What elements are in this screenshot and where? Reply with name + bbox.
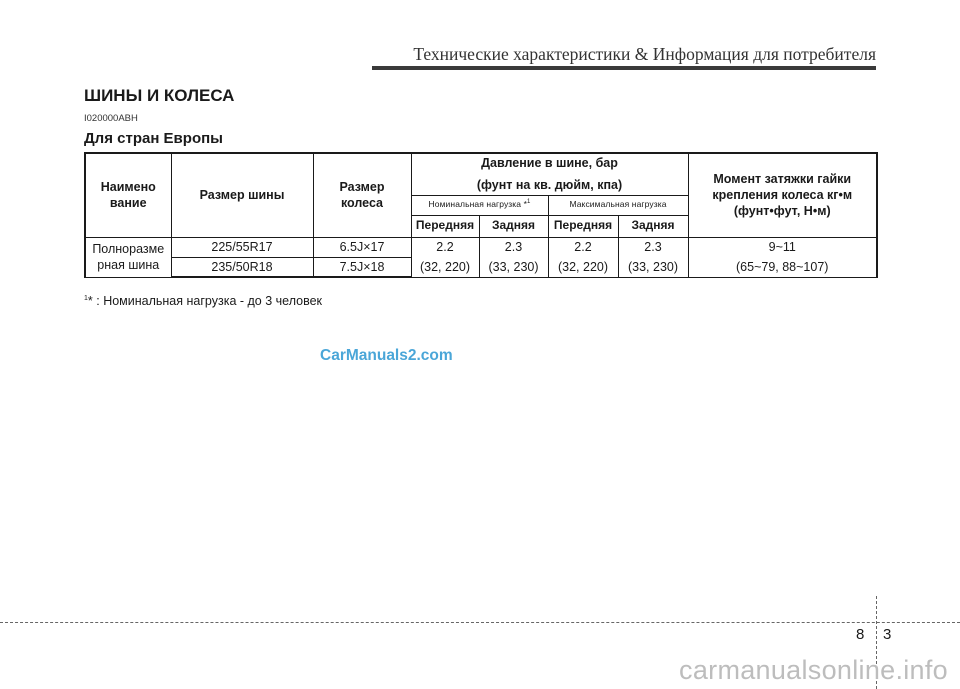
tire-size-cell: 235/50R18 [171,257,313,277]
header-wheel-size: Размер колеса [313,153,411,237]
wheel-size-cell: 7.5J×18 [313,257,411,277]
header-nominal-load: Номинальная нагрузка *$^1$ [411,195,548,215]
header-title: Технические характеристики & Информация для потребителя [413,44,876,64]
header-max-load: Максимальная нагрузка [548,195,688,215]
pressure-nominal-front: 2.2 (32, 220) [411,237,479,277]
header-tire-pressure: Давление в шине, бар (фунт на кв. дюйм, кпа) [411,153,688,195]
tire-spec-table [84,152,878,278]
tire-size-cell: 225/55R17 [171,237,313,257]
header-tire-size: Размер шины [171,153,313,237]
section-title: ШИНЫ И КОЛЕСА [84,86,235,105]
bottom-rule [0,622,960,623]
site-footer: carmanualsonline.info [679,655,948,685]
chapter-number: 8 [856,626,865,643]
header-rule [372,66,876,70]
row-label-full-size-tire: Полноразме рная шина [85,237,171,277]
watermark-logo: CarManuals2.com [320,347,453,364]
header-name: Наимено вание [85,153,171,237]
header-max-front: Передняя [548,215,618,237]
header-nominal-rear: Задняя [479,215,548,237]
subsection-title: Для стран Европы [84,130,223,147]
header-torque: Момент затяжки гайки крепления колеса кг•м (фунт•фут, Н•м) [688,153,877,237]
pressure-max-rear: 2.3 (33, 230) [618,237,688,277]
torque-value-cell: 9~11 (65~79, 88~107) [688,237,877,277]
pressure-max-front: 2.2 (32, 220) [548,237,618,277]
wheel-size-cell: 6.5J×17 [313,237,411,257]
pressure-nominal-rear: 2.3 (33, 230) [479,237,548,277]
page-number: 3 [883,626,892,643]
header-nominal-front: Передняя [411,215,479,237]
document-code: I020000ABH [84,113,138,124]
footnote: $^1$* : Номинальная нагрузка - до 3 человек [84,294,323,308]
header-max-rear: Задняя [618,215,688,237]
